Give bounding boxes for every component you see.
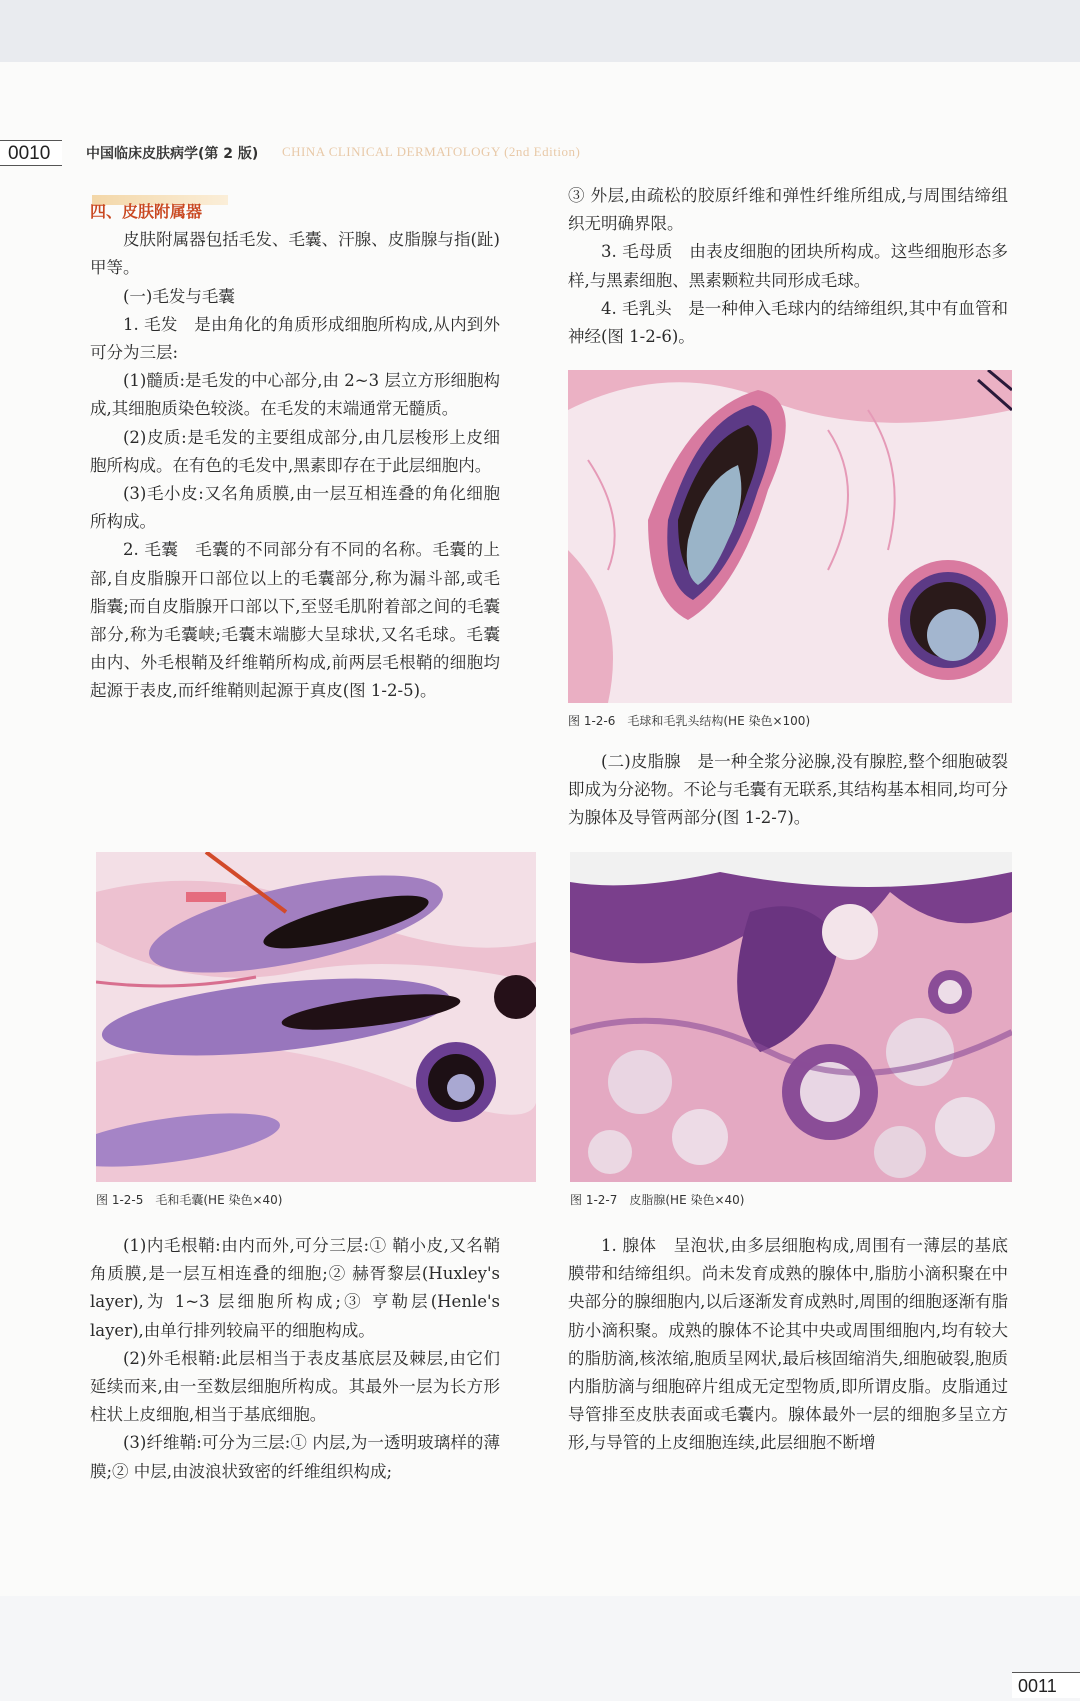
figure-caption-1-2-6: 图 1-2-6 毛球和毛乳头结构(HE 染色×100) <box>568 714 811 728</box>
figure-hair-follicle <box>96 852 536 1182</box>
book-title-en: CHINA CLINICAL DERMATOLOGY (2nd Edition) <box>282 144 581 159</box>
paragraph: (一)毛发与毛囊 <box>123 286 235 306</box>
page-number-left: 0010 <box>0 140 62 166</box>
figure-caption-1-2-7: 图 1-2-7 皮脂腺(HE 染色×40) <box>570 1193 745 1207</box>
paragraph: (1)内毛根鞘:由内而外,可分三层:① 鞘小皮,又名鞘角质膜,是一层互相连叠的细胞;② 赫胥黎层(Huxley's layer),为 1~3 层细胞所构成;③ 亨勒层(Henle's layer),由单行排列较扁平的细胞构成。 <box>90 1236 500 1340</box>
book-title: 中国临床皮肤病学(第 2 版) <box>86 146 259 162</box>
section-heading: 四、皮肤附属器 <box>90 202 203 221</box>
left-column-top <box>90 198 500 706</box>
paragraph: 2. 毛囊 毛囊的不同部分有不同的名称。毛囊的上部,自皮脂腺开口部位以上的毛囊部分,称为漏斗部,或毛脂囊;而自皮脂腺开口部以下,至竖毛肌附着部之间的毛囊部分,称为毛囊峡;毛囊末端膨大呈球状,又名毛球。毛囊由内、外毛根鞘及纤维鞘所构成,前两层毛根鞘的细胞均起源于表皮,而纤维鞘则起源于真皮(图 1-2-5)。 <box>90 540 500 701</box>
paragraph: 皮肤附属器包括毛发、毛囊、汗腺、皮脂腺与指(趾)甲等。 <box>90 230 500 278</box>
bottom-margin-band <box>0 1596 1080 1701</box>
paragraph: 1. 腺体 呈泡状,由多层细胞构成,周围有一薄层的基底膜带和结缔组织。尚未发育成熟的腺体中,脂肪小滴积聚在中央部分的腺细胞内,以后逐渐发育成熟时,周围的细胞逐渐有脂肪小滴积聚。成熟的腺体不论其中央或周围细胞内,均有较大的脂肪滴,核浓缩,胞质呈网状,最后核固缩消失,细胞破裂,胞质内脂肪滴与细胞碎片组成无定型物质,即所谓皮脂。皮脂通过导管排至皮肤表面或毛囊内。腺体最外一层的细胞多呈立方形,与导管的上皮细胞连续,此层细胞不断增 <box>568 1236 1008 1453</box>
figure-sebaceous-gland <box>570 852 1012 1182</box>
paragraph: 1. 毛发 是由角化的角质形成细胞所构成,从内到外可分为三层: <box>90 314 500 363</box>
top-margin-band <box>0 0 1080 62</box>
sebaceous-gland-micrograph <box>570 852 1012 1182</box>
paragraph: (1)髓质:是毛发的中心部分,由 2~3 层立方形细胞构成,其细胞质染色较淡。在毛发的末端通常无髓质。 <box>90 371 500 419</box>
paragraph: (2)皮质:是毛发的主要组成部分,由几层梭形上皮细胞所构成。在有色的毛发中,黑素即存在于此层细胞内。 <box>90 427 500 475</box>
paragraph: (2)外毛根鞘:此层相当于表皮基底层及棘层,由它们延续而来,由一至数层细胞所构成。其最外一层为长方形柱状上皮细胞,相当于基底细胞。 <box>90 1348 500 1425</box>
hair-follicle-micrograph <box>96 852 536 1182</box>
paragraph: 4. 毛乳头 是一种伸入毛球内的结缔组织,其中有血管和神经(图 1-2-6)。 <box>568 298 1008 347</box>
paragraph: (3)毛小皮:又名角质膜,由一层互相连叠的角化细胞所构成。 <box>90 484 500 532</box>
right-column-middle <box>568 748 1008 833</box>
paragraph: 3. 毛母质 由表皮细胞的团块所构成。这些细胞形态多样,与黑素细胞、黑素颗粒共同形成毛球。 <box>568 242 1008 290</box>
paragraph: (二)皮脂腺 是一种全浆分泌腺,没有腺腔,整个细胞破裂即成为分泌物。不论与毛囊有无联系,其结构基本相同,均可分为腺体及导管两部分(图 1-2-7)。 <box>568 752 1008 828</box>
paragraph: ③ 外层,由疏松的胶原纤维和弹性纤维所组成,与周围结缔组织无明确界限。 <box>568 186 1008 234</box>
right-column-bottom <box>568 1232 1008 1458</box>
hair-bulb-micrograph <box>568 370 1012 703</box>
figure-hair-bulb <box>568 370 1012 703</box>
page-number-right: 0011 <box>1012 1672 1080 1698</box>
right-column-top <box>568 182 1008 351</box>
figure-caption-1-2-5: 图 1-2-5 毛和毛囊(HE 染色×40) <box>96 1193 283 1207</box>
paragraph: (3)纤维鞘:可分为三层:① 内层,为一透明玻璃样的薄膜;② 中层,由波浪状致密的纤维组织构成; <box>90 1433 500 1481</box>
left-column-bottom <box>90 1232 500 1486</box>
